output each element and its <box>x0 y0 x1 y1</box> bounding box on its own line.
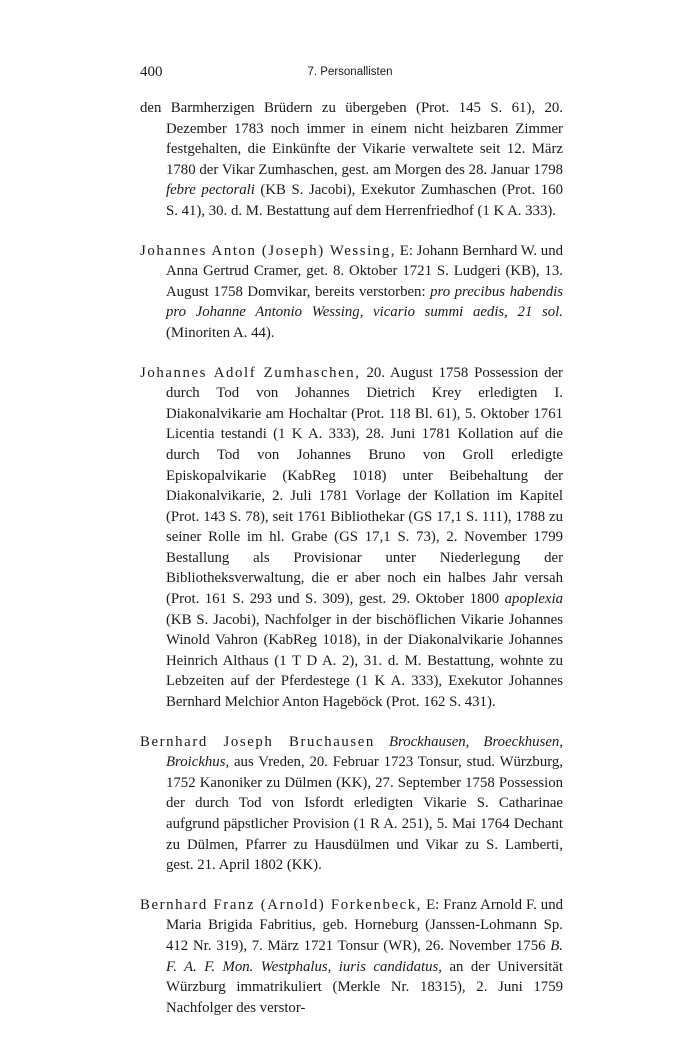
entry-text: den Barmherzigen Brüdern zu übergeben (Prot. 145 S. 61), 20. Dezember 1783 noch immer in einem nicht heizbaren Zimmer festgehalten, die Einkünfte der Vikarie verwaltete seit 12. März 1780 der Vikar Zumhaschen, gest. am Morgen des 28. Januar 1798 <box>140 100 563 178</box>
entry-italic-text: apoplexia <box>504 591 563 608</box>
entry-text: E: Johann Bernhard W. und Anna Gertrud Cramer, get. 8. Oktober 1721 S. Ludgeri (KB), 13. August 1758 Domvikar, bereits verstorben: <box>166 242 563 300</box>
entry-text: (Minoriten A. 44). <box>166 324 275 341</box>
entry-forkenbeck <box>140 895 563 1019</box>
entry-text: E: Franz Arnold F. und Maria Brigida Fabritius, geb. Horneburg (Janssen-Lohmann Sp. 412 Nr. 319), 7. März 1721 Tonsur (WR), 26. November 1756 <box>166 896 563 954</box>
entry-text: an der Universität Würzburg immatrikuliert (Merkle Nr. 18315), 2. Juni 1759 Nachfolger des verstor- <box>166 958 563 1016</box>
page-body <box>140 98 563 1018</box>
entry-italic-text: febre pectorali <box>166 182 255 199</box>
entry-name: Johannes Anton (Joseph) Wessing, <box>140 242 397 259</box>
entry-text: (KB S. Jacobi), Nachfolger in der bischöflichen Vikarie Johannes Winold Vahron (KabReg 1018), in der Diakonalvikarie Johannes Heinrich Althaus (1 T D A. 2), 31. d. M. Bestattung, wohnte zu Lebzeiten auf der Pferdestege (1 K A. 333), Exekutor Johannes Bernhard Melchior Anton Hageböck (Prot. 162 S. 431). <box>166 611 563 711</box>
entry-text: (KB S. Jacobi), Exekutor Zumhaschen (Prot. 160 S. 41), 30. d. M. Bestattung auf dem Herrenfriedhof (1 K A. 333). <box>166 182 563 219</box>
entry-wessing <box>140 241 563 344</box>
entry-text <box>375 734 389 750</box>
entry-italic-text: B. F. A. F. Mon. Westphalus, iuris candidatus, <box>166 937 563 975</box>
page-number: 400 <box>140 64 163 80</box>
entry-bruchausen <box>140 732 563 876</box>
entry-text: 20. August 1758 Possession der durch Tod von Johannes Dietrich Krey erledigten I. Diakonalvikarie am Hochaltar (Prot. 118 Bl. 61), 5. Oktober 1761 Licentia testandi (1 K A. 333), 28. Juni 1781 Kollation auf die durch Tod von Johannes Bruno von Groll erledigte Episkopalvikarie (KabReg 1018) unter Beibehaltung der Diakonalvikarie, 2. Juli 1781 Vorlage der Kollation im Kapitel (Prot. 143 S. 78), seit 1761 Bibliothekar (GS 17,1 S. 111), 1788 zu seiner Rolle im hl. Grabe (GS 17,1 S. 73), 2. November 1799 Bestallung als Provisionar unter Niederlegung der Bibliotheksverwaltung, die er aber noch ein halbes Jahr versah (Prot. 161 S. 293 und S. 309), gest. 29. Oktober 1800 <box>166 364 563 608</box>
entry-italic-text: Brockhausen, Broeckhusen, Broickhus, <box>166 733 563 771</box>
entry-italic-text: pro precibus habendis pro Johanne Antonio Wessing, vicario summi aedis, 21 sol. <box>166 283 563 321</box>
entry-name: Bernhard Joseph Bruchausen <box>140 733 375 750</box>
page-header <box>140 64 560 84</box>
entry-text: aus Vreden, 20. Februar 1723 Tonsur, stud. Würzburg, 1752 Kanoniker zu Dülmen (KK), 27. September 1758 Possession der durch Tod von Isfordt erledigten Vikarie S. Catharinae aufgrund päpstlicher Provision (1 R A. 251), 5. Mai 1764 Dechant zu Dülmen, Pfarrer zu Hausdülmen und Vikar zu S. Lamberti, gest. 21. April 1802 (KK). <box>166 754 563 874</box>
entry-zumhaschen <box>140 363 563 713</box>
entry-name: Johannes Adolf Zumhaschen, <box>140 364 361 381</box>
entry-name: Bernhard Franz (Arnold) Forkenbeck, <box>140 896 423 913</box>
entry-continuation <box>140 98 563 222</box>
running-head: 7. Personallisten <box>307 66 393 78</box>
